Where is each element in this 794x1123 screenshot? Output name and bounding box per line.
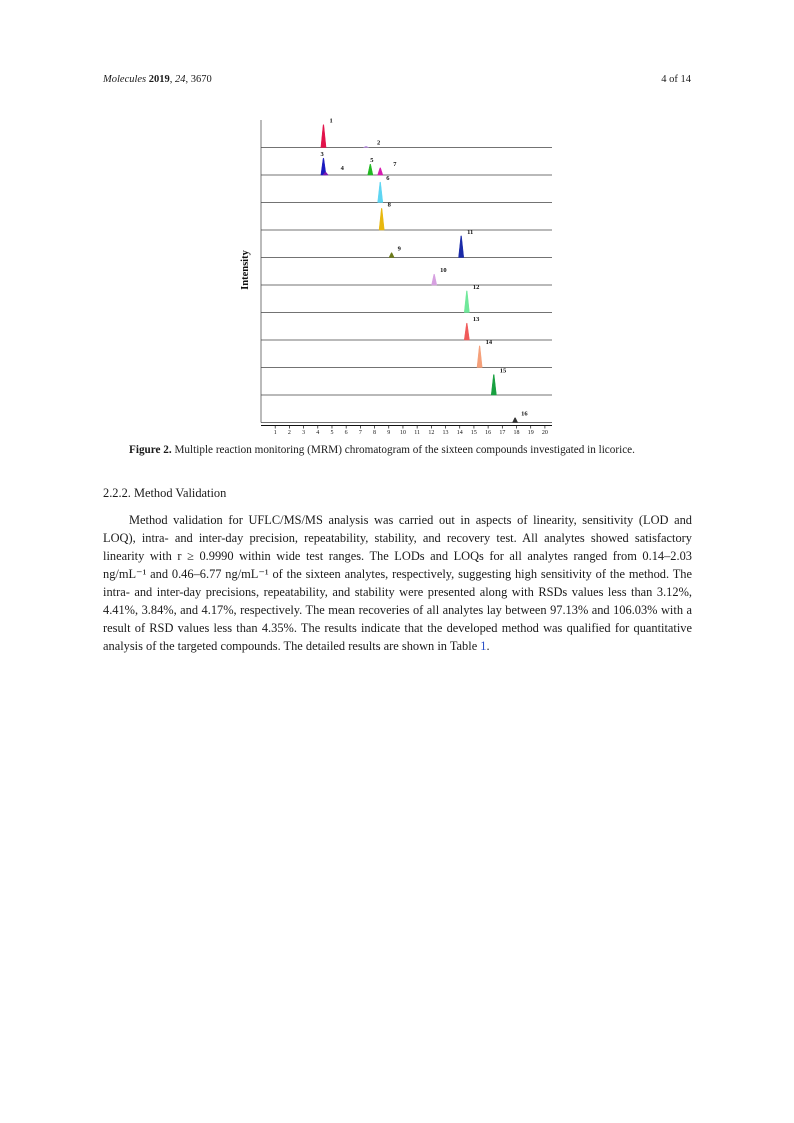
peak-label-10: 10 [440,267,447,275]
x-tick-label: 19 [527,430,534,434]
peak-14 [477,346,482,368]
journal-name: Molecules [103,74,147,85]
peak-6 [378,182,383,202]
peak-label-12: 12 [472,283,480,291]
journal-year: 2019 [148,74,170,85]
method-validation-paragraph [103,511,692,655]
paragraph-end: . [486,639,490,653]
trace-panel-8 [261,313,552,341]
trace-panel-3 [261,175,552,203]
trace-panel-4 [261,201,552,230]
peak-label-9: 9 [397,245,401,253]
peak-12 [464,291,469,313]
trace-panel-11 [261,395,552,423]
table-1-link[interactable]: 1 [480,639,487,653]
x-tick-label: 6 [344,430,348,434]
x-tick-label: 5 [330,430,334,434]
x-tick-label: 3 [302,430,306,434]
peak-label-3: 3 [320,151,324,159]
peak-label-11: 11 [467,228,474,236]
peak-label-13: 13 [472,316,480,324]
x-tick-label: 9 [387,430,391,434]
time-axis [261,426,552,435]
peak-label-16: 16 [521,410,528,418]
x-tick-label: 14 [456,430,463,434]
x-tick-label: 4 [316,430,320,434]
x-tick-label: 12 [428,430,435,434]
peak-13 [464,323,469,340]
trace-panel-6 [261,258,552,286]
x-tick-label: 7 [358,430,362,434]
x-tick-label: 13 [442,430,449,434]
running-header [103,74,691,88]
peak-label-4: 4 [340,165,344,173]
x-tick-label: 8 [373,430,377,434]
peak-label-2: 2 [377,139,381,147]
peak-10 [432,274,437,285]
peak-9 [389,253,394,258]
x-tick-label: 1 [273,430,277,434]
x-tick-label: 16 [485,430,492,434]
x-tick-label: 20 [541,430,548,434]
journal-citation: Molecules 2019, 24, 3670 [103,74,212,85]
peak-label-7: 7 [393,160,397,168]
x-tick-label: 18 [513,430,520,434]
peak-16 [512,418,517,423]
peak-15 [491,375,496,395]
figure-caption-label: Figure 2. [129,444,172,456]
journal-volume: 24 [175,74,186,85]
peak-1 [321,125,326,148]
peak-5 [368,164,373,175]
trace-panel-2 [261,148,552,176]
trace-panel-7 [261,284,552,313]
y-axis-label: Intensity [240,250,251,290]
trace-panel-1 [261,118,552,148]
mrm-chromatogram-figure [230,112,560,434]
x-tick-label: 17 [499,430,506,434]
section-heading: 2.2.2. Method Validation [103,486,227,500]
figure-caption [129,443,669,459]
chromatogram-traces [261,118,552,423]
page-number: 4 of 14 [661,74,691,85]
peak-label-6: 6 [386,175,390,183]
peak-11 [459,236,464,258]
paragraph-text: Method validation for UFLC/MS/MS analysis was carried out in aspects of linearity, sensitivity (LOD and LOQ), intra- and inter-day precision, repeatability, stability, and recovery test. All analytes showed satisfactory linearity with r ≥ 0.9990 within wide test ranges. The LODs and LOQs for all analytes ranged from 0.14–2.03 ng/mL⁻¹ and 0.46–6.77 ng/mL⁻¹ of the sixteen analytes, respectively, suggesting high sensitivity of the method. The intra- and inter-day precisions, repeatability, and stability were presented along with RSDs values less than 3.12%, 4.41%, 3.84%, and 4.17%, respectively. The mean recoveries of all analytes lay between 97.13% and 106.03% with a result of RSD values less than 4.35%. The results indicate that the developed method was qualified for quantitative analysis of the targeted compounds. The detailed results are shown in Table [103,513,692,653]
peak-label-15: 15 [499,367,507,375]
trace-panel-5 [261,229,552,258]
x-tick-label: 15 [470,430,477,434]
peak-label-5: 5 [370,157,374,165]
trace-panel-9 [261,339,552,368]
x-tick-label: 2 [287,430,291,434]
peak-7 [378,168,383,175]
peak-label-8: 8 [387,201,391,209]
journal-article: 3670 [190,74,212,85]
peak-label-14: 14 [485,338,493,346]
peak-2 [363,146,368,147]
peak-label-1: 1 [329,117,333,125]
figure-caption-text: Multiple reaction monitoring (MRM) chromatogram of the sixteen compounds investigated in licorice. [174,444,635,456]
peak-8 [379,208,384,230]
x-tick-label: 11 [414,430,421,434]
x-tick-label: 10 [399,430,406,434]
trace-panel-10 [261,368,552,396]
